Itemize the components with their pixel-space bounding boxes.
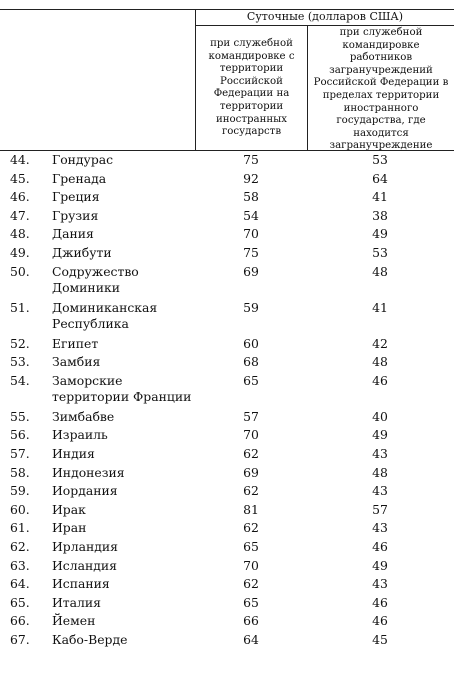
per-diem-abroad-value: 57	[243, 408, 259, 424]
row-number: 62.	[10, 538, 30, 554]
per-diem-abroad-value: 62	[243, 576, 259, 592]
per-diem-missions-value: 48	[372, 464, 388, 480]
row-number: 51.	[10, 299, 30, 315]
per-diem-missions-value: 45	[372, 631, 388, 647]
per-diem-missions-value: 38	[372, 207, 388, 223]
per-diem-missions-value: 57	[372, 501, 388, 517]
per-diem-missions-value: 49	[372, 557, 388, 573]
per-diem-abroad-value: 66	[243, 613, 259, 629]
per-diem-missions-value: 46	[372, 538, 388, 554]
row-number: 58.	[10, 464, 30, 480]
table-row	[0, 502, 454, 521]
country-name: Греция	[52, 189, 100, 205]
table-row	[0, 226, 454, 245]
per-diem-abroad-value: 68	[243, 354, 259, 370]
row-number: 56.	[10, 427, 30, 443]
per-diem-missions-value: 64	[372, 170, 388, 186]
per-diem-abroad-value: 60	[243, 335, 259, 351]
table-row	[0, 632, 454, 651]
per-diem-missions-value: 46	[372, 594, 388, 610]
row-number: 53.	[10, 354, 30, 370]
row-number: 47.	[10, 207, 30, 223]
per-diem-abroad-value: 70	[243, 557, 259, 573]
table-row	[0, 446, 454, 465]
country-name: Индонезия	[52, 464, 125, 480]
table-row	[0, 465, 454, 484]
per-diem-missions-value: 48	[372, 263, 388, 279]
country-name: Исландия	[52, 557, 117, 573]
table-row	[0, 189, 454, 208]
country-name: Ирландия	[52, 538, 118, 554]
country-name: Гондурас	[52, 152, 114, 167]
header-vertical-divider-left	[195, 9, 196, 151]
row-number: 63.	[10, 557, 30, 573]
per-diem-abroad-value: 62	[243, 445, 259, 461]
table-row	[0, 300, 454, 336]
per-diem-missions-value: 41	[372, 299, 388, 315]
country-name: Содружество Доминики	[52, 263, 139, 296]
table-row	[0, 208, 454, 227]
row-number: 45.	[10, 170, 30, 186]
country-name: Кабо-Верде	[52, 631, 128, 647]
row-number: 46.	[10, 189, 30, 205]
table-row	[0, 354, 454, 373]
header-vertical-divider-mid	[307, 25, 308, 151]
per-diem-abroad-value: 62	[243, 483, 259, 499]
per-diem-abroad-value: 75	[243, 152, 259, 167]
country-name: Дания	[52, 226, 94, 242]
per-diem-missions-value: 53	[372, 152, 388, 167]
per-diem-missions-value: 43	[372, 483, 388, 499]
table-row	[0, 427, 454, 446]
country-name: Зимбабве	[52, 408, 115, 424]
country-name: Италия	[52, 594, 101, 610]
per-diem-missions-value: 48	[372, 354, 388, 370]
per-diem-missions-value: 49	[372, 427, 388, 443]
table-row	[0, 576, 454, 595]
per-diem-abroad-value: 65	[243, 372, 259, 388]
table-row	[0, 558, 454, 577]
table-row	[0, 373, 454, 409]
country-name: Испания	[52, 576, 110, 592]
table-row	[0, 171, 454, 190]
per-diem-missions-value: 43	[372, 576, 388, 592]
country-name: Заморские территории Франции	[52, 372, 192, 405]
row-number: 49.	[10, 244, 30, 260]
per-diem-abroad-value: 58	[243, 189, 259, 205]
country-name: Израиль	[52, 427, 108, 443]
row-number: 57.	[10, 445, 30, 461]
row-number: 44.	[10, 152, 30, 167]
table-row	[0, 264, 454, 300]
row-number: 67.	[10, 631, 30, 647]
per-diem-abroad-value: 65	[243, 594, 259, 610]
country-name: Гренада	[52, 170, 107, 186]
row-number: 59.	[10, 483, 30, 499]
row-number: 52.	[10, 335, 30, 351]
country-name: Иран	[52, 520, 87, 536]
per-diem-missions-value: 42	[372, 335, 388, 351]
row-number: 54.	[10, 372, 30, 388]
table-row	[0, 483, 454, 502]
per-diem-abroad-value: 64	[243, 631, 259, 647]
row-number: 66.	[10, 613, 30, 629]
country-name: Ирак	[52, 501, 86, 517]
group-header-divider	[196, 25, 454, 26]
table-row	[0, 613, 454, 632]
row-number: 55.	[10, 408, 30, 424]
per-diem-abroad-value: 62	[243, 520, 259, 536]
per-diem-abroad-value: 54	[243, 207, 259, 223]
per-diem-abroad-value: 70	[243, 427, 259, 443]
per-diem-missions-value: 49	[372, 226, 388, 242]
country-name: Египет	[52, 335, 99, 351]
per-diem-missions-value: 46	[372, 613, 388, 629]
country-name: Джибути	[52, 244, 112, 260]
column-header-per-diem-abroad: при служебной командировке с территории Российской Федерации на территории иностранных государств	[208, 38, 295, 138]
per-diem-missions-value: 41	[372, 189, 388, 205]
row-number: 65.	[10, 594, 30, 610]
table-row	[0, 245, 454, 264]
per-diem-missions-value: 43	[372, 520, 388, 536]
per-diem-missions-value: 40	[372, 408, 388, 424]
row-number: 64.	[10, 576, 30, 592]
row-number: 50.	[10, 263, 30, 279]
column-header-per-diem-missions: при служебной командировке работников загранучреждений Российской Федерации в пределах территории иностранного государства, где находится загранучреждение	[313, 27, 449, 152]
group-header-title: Суточные (долларов США)	[246, 10, 404, 23]
per-diem-abroad-value: 81	[243, 501, 259, 517]
table-row	[0, 409, 454, 428]
row-number: 61.	[10, 520, 30, 536]
table-body	[0, 152, 454, 650]
per-diem-abroad-value: 59	[243, 299, 259, 315]
per-diem-abroad-value: 69	[243, 263, 259, 279]
country-name: Доминиканская Республика	[52, 299, 158, 332]
country-name: Индия	[52, 445, 95, 461]
table-row	[0, 520, 454, 539]
table-row	[0, 152, 454, 171]
per-diem-abroad-value: 70	[243, 226, 259, 242]
per-diem-abroad-value: 69	[243, 464, 259, 480]
row-number: 48.	[10, 226, 30, 242]
per-diem-missions-value: 53	[372, 244, 388, 260]
per-diem-abroad-value: 75	[243, 244, 259, 260]
table-row	[0, 539, 454, 558]
table-row	[0, 595, 454, 614]
per-diem-abroad-value: 65	[243, 538, 259, 554]
row-number: 60.	[10, 501, 30, 517]
per-diem-missions-value: 43	[372, 445, 388, 461]
country-name: Грузия	[52, 207, 99, 223]
per-diem-abroad-value: 92	[243, 170, 259, 186]
country-name: Йемен	[52, 613, 96, 629]
per-diem-missions-value: 46	[372, 372, 388, 388]
country-name: Иордания	[52, 483, 118, 499]
table-row	[0, 336, 454, 355]
country-name: Замбия	[52, 354, 101, 370]
